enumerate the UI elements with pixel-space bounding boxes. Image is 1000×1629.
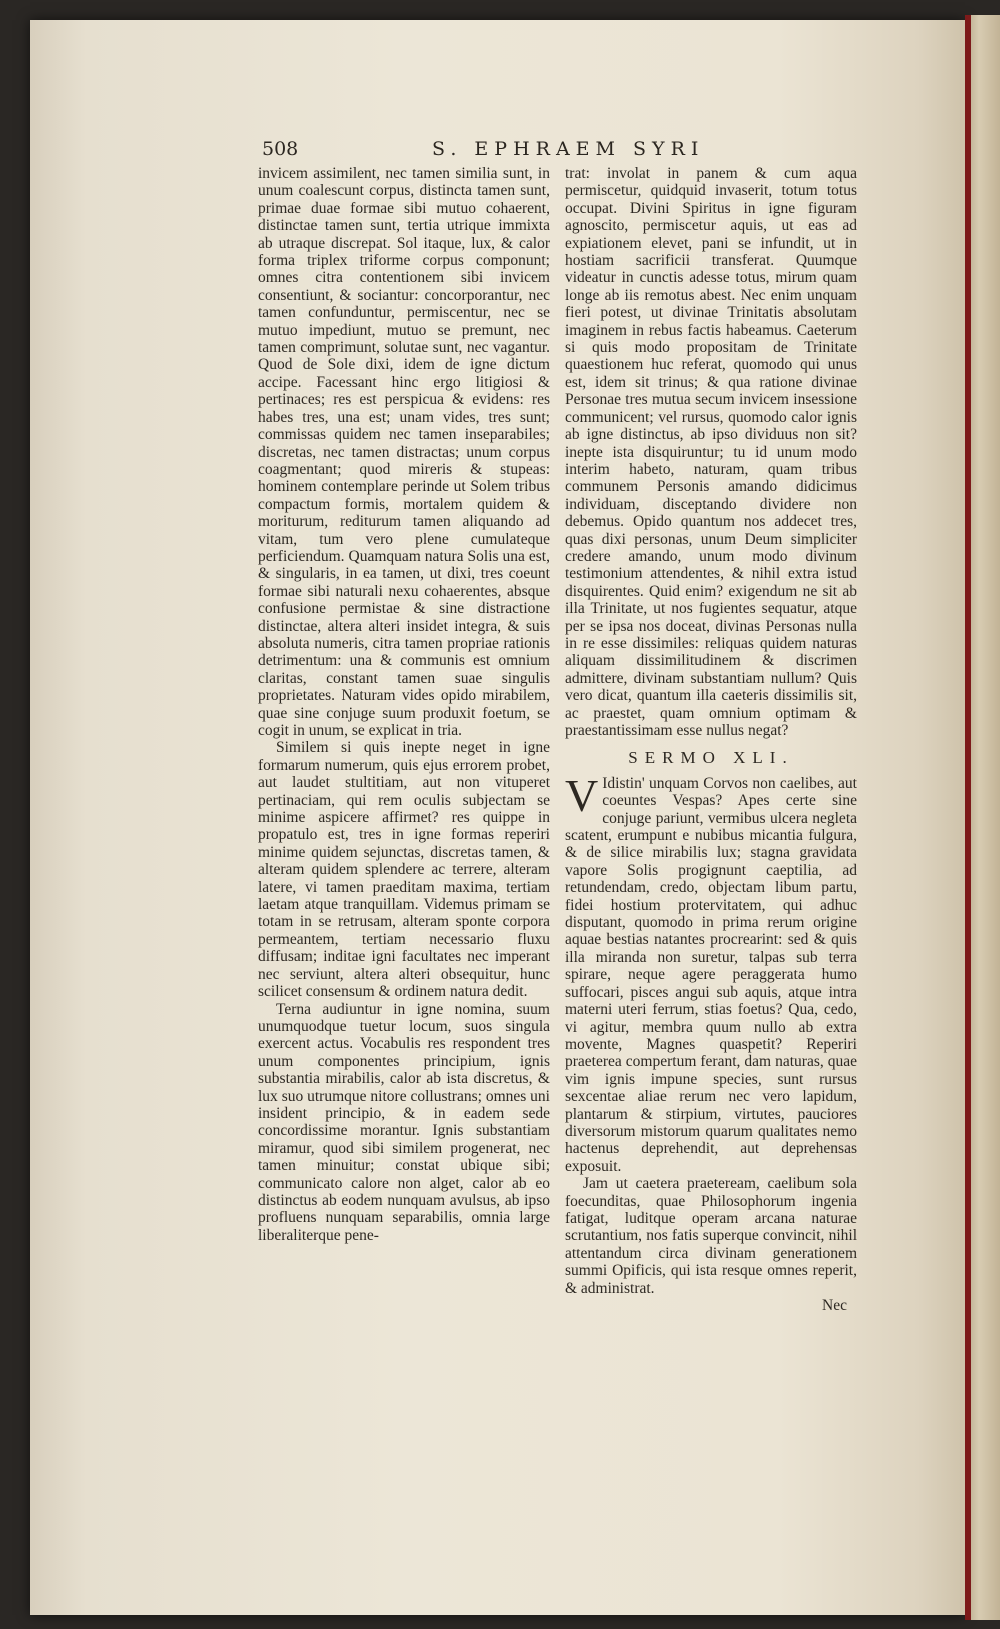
sermon-text-1: Idistin' unquam Corvos non caelibes, aut coeuntes Vespas? Apes certe sine conjuge pariunt, vermibus ulcera negleta scatent, erumpunt e nubibus micantia fulgura, & de silice mirabilis lux; stagna gravidata vapore Solis progignunt caeptilia, ad retundendam, credo, objectam libum partu, fidei hostium protervitatem, qui adhuc disputant, quomodo in prima rerum origine aquae bestias natantes procrearint: sed & quis illa miranda non suretur, talpas sub terra spirare, neque agere peraggerata humo suffocari, pisces angui sub aquis, atque intra materni uteri ferrum, stias foetus? Qua, cedo, vi agitur, membra quum nullo ab extra movente, Magnes quaspetit? Reperiri praeterea compertum ferant, dam naturas, quae vim ignis impune species, sunt rursus sexcentae aliae rerum nec vero lapidum, plantarum & stirpium, virtutes, pauciores diversorum mistorum quarum qualitates nemo hactenus deprehendit, aut deprehensas exposuit. [565, 774, 857, 1175]
catchword: Nec [822, 1297, 847, 1314]
running-head: S. EPHRAEM SYRI [432, 138, 705, 160]
sermon-paragraph-2: Jam ut caetera praeteream, caelibum sola foecunditas, quae Philosophorum ingenia fatigat, luditque operam arcana naturae scrutantium, nos fatis superque convincit, nihil attentandum circa divinam generationem summi Opificis, qui ista resque omnes reperit, & administrat. [565, 1175, 857, 1297]
left-column [258, 165, 550, 1244]
sermon-title: SERMO XLI. [628, 748, 794, 768]
page-number: 508 [262, 138, 299, 160]
right-paragraph-1: trat: involat in panem & cum aqua permiscetur, quidquid invaserit, totum totus occupat. Divini Spiritus in igne figuram agnoscito, permiscetur aquis, ut eas ad expiationem elevet, pani se infundit, ut in hostiam sacrificii transferat. Quumque videatur in cunctis adesse totus, mirum quam longe ab iis remotus abest. Nec enim unquam fieri potest, ut divinae Trinitatis absolutam imaginem in rebus factis habeamus. Caeterum si quis modo propositam de Trinitate quaestionem huc referat, quomodo qui unus est, idem sit trinus; & qua ratione divinae Personae tres mutua secum invicem insessione communicent; vel rursus, quomodo calor ignis ab igne distinctus, ab ipso dividuus non sit? inepte ista disquiruntur; tu id unum modo interim habeto, naturam, quam tribus communem Personis amando didicimus individuam, disceptando dividere non debemus. Opido quantum nos addecet tres, quas dixi personas, unum Deum simpliciter credere amando, unum modo divinum testimonium attendentes, & nihil extra istud disquirentes. Quid enim? exigendum ne sit ab illa Trinitate, ut nos fugientes sequatur, atque per se ipsa nos doceat, divinas Personas nulla in re esse dissimiles: reliquas quidem naturas aliquam dissimilitudinem & discrimen admittere, divinam substantiam nullum? Quis vero dicat, quantum illa caeteris dissimilis sit, ac praestet, quam omnium optimam & praestantissimam esse nullus negat? [565, 165, 857, 739]
right-column [565, 165, 857, 1314]
left-paragraph-2: Similem si quis inepte neget in igne formarum numerum, quis ejus errorem probet, aut laudet stultitiam, aut non vituperet pertinaciam, qui rem oculis subjectam se minime aspicere affirmet? res quippe in propatulo est, tres in igne formas reperiri minime quidem sejunctas, discretas tamen, & alteram quidem splendere ac terrere, alteram latere, vi tamen praeditam maxima, tertiam laetam atque tranquillam. Videmus primam se totam in se retrusam, alteram sponte corpora permeantem, tertiam necessario fluxu diffusam; inditae igni facultates nec imperant nec serviunt, altera alteri obsequitur, hunc scilicet consensum & ordinem natura dedit. [258, 739, 550, 1001]
page-header [262, 138, 962, 168]
left-paragraph-1: invicem assimilent, nec tamen similia sunt, in unum coalescunt corpus, distincta tamen sunt, primae duae formae sibi mutuo cohaerent, distinctae tamen sunt, tertia utrique immixta ab utraque discrepat. Sol itaque, lux, & calor forma triplex triforme corpus componunt; omnes citra contentionem sibi invicem consentiunt, & sociantur: concorporantur, nec tamen confunduntur, permiscentur, nec se mutuo impediunt, mutuo se premunt, nec tamen comprimunt, solutae sunt, nec vagantur. Quod de Sole dixi, idem de igne dictum accipe. Facessant hinc ergo litigiosi & pertinaces; res est perspicua & evidens: res habes tres, una est; unam vides, tres sunt; commissas quidem nec tamen inseparabiles; discretas, nec tamen distractas; unum corpus coagmentant; quod mireris & stupeas: hominem contemplare perinde ut Solem tribus compactum formis, mortalem quidem & moriturum, rediturum tamen aliquando ad vitam, tum vero plene cumulateque perficiendum. Quamquam natura Solis una est, & singularis, in ea tamen, ut dixi, tres coeunt formae sibi naturali nexu cohaerentes, absque confusione permistae & sine distractione distinctae, altera alteri insidet integra, & suis absoluta numeris, citra tamen propriae rationis detrimentum: una & communis est omnium claritas, constant tamen suae singulis proprietates. Naturam vides opido mirabilem, quae sine conjuge suum produxit foetum, se cogit in unum, se explicat in tria. [258, 165, 550, 739]
adjacent-page-edge [965, 15, 1000, 1620]
left-paragraph-3: Terna audiuntur in igne nomina, suum unumquodque tuetur locum, suos singula exercent actus. Vocabulis res respondent tres unum componentes principium, ignis substantia mirabilis, calor ab ista discretus, & lux suo utrumque nitore collustrans; omnes uni insident principio, & in eadem sede concordissime morantur. Ignis substantiam miramur, quod sibi similem progenerat, nec tamen minuitur; constat ubique sibi; communicato calore non alget, calor ab eo distinctus ab eodem nunquam avulsus, ab ipso profluens nunquam separabilis, omnia large liberaliterque pene- [258, 1000, 550, 1244]
drop-capital: V [565, 769, 599, 821]
sermon-paragraph-1 [565, 769, 857, 1175]
